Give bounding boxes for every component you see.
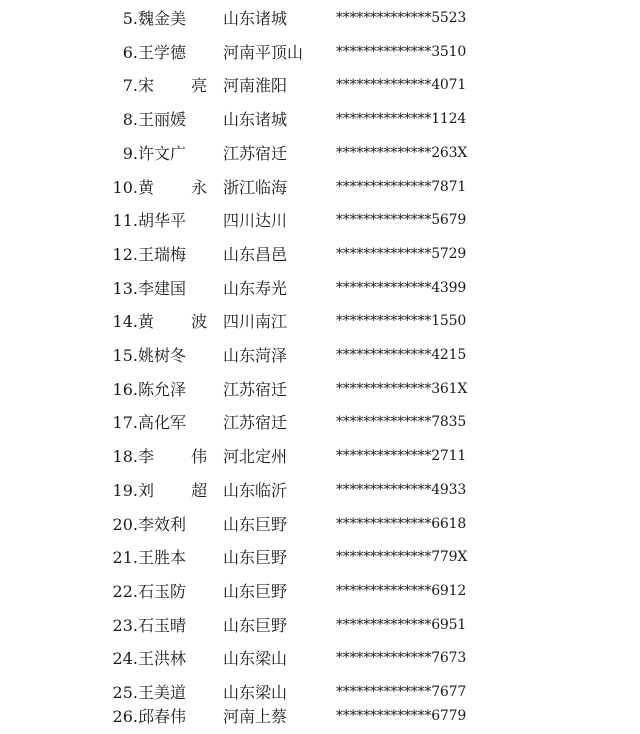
person-name: 王丽媛 xyxy=(138,110,187,130)
person-name: 宋 亮 xyxy=(138,76,224,96)
person-name: 胡华平 xyxy=(138,211,187,231)
list-item xyxy=(0,700,640,733)
item-number: 20. xyxy=(112,514,138,534)
list-item xyxy=(0,2,640,35)
list-item xyxy=(0,339,640,372)
hometown: 山东梁山 xyxy=(223,683,288,702)
person-name: 姚树冬 xyxy=(138,346,187,365)
item-number: 21. xyxy=(112,548,138,568)
masked-id-number: **************4215 xyxy=(336,347,467,363)
item-number: 18. xyxy=(112,447,138,467)
masked-id-number: **************6912 xyxy=(336,582,467,599)
person-name: 黄 波 xyxy=(138,312,224,332)
masked-id-number: **************2711 xyxy=(336,448,467,465)
hometown: 山东梁山 xyxy=(223,649,288,669)
person-name: 李建国 xyxy=(138,278,187,298)
hometown: 山东巨野 xyxy=(223,615,288,635)
list-item xyxy=(0,272,640,305)
masked-id-number: **************7677 xyxy=(336,684,467,700)
list-item xyxy=(0,474,640,507)
item-number: 16. xyxy=(112,379,138,399)
list-item xyxy=(0,69,640,102)
list-item xyxy=(0,609,640,642)
hometown: 河南上蔡 xyxy=(223,707,288,726)
list-item xyxy=(0,508,640,541)
hometown: 山东巨野 xyxy=(223,581,288,601)
hometown: 山东昌邑 xyxy=(223,244,288,264)
list-item xyxy=(0,440,640,473)
hometown: 山东巨野 xyxy=(223,514,288,534)
list-item xyxy=(0,238,640,271)
item-number: 6. xyxy=(122,42,138,62)
masked-id-number: **************6779 xyxy=(336,708,467,724)
hometown: 江苏宿迁 xyxy=(223,413,288,433)
hometown: 河北定州 xyxy=(223,447,288,467)
item-number: 25. xyxy=(112,683,138,702)
item-number: 11. xyxy=(112,211,138,231)
person-name: 王洪林 xyxy=(138,649,187,669)
person-name: 魏金美 xyxy=(138,9,187,28)
person-name: 石玉防 xyxy=(138,581,187,601)
list-item xyxy=(0,406,640,439)
person-name: 王胜本 xyxy=(138,548,187,568)
person-name: 王瑞梅 xyxy=(138,244,187,264)
hometown: 山东临沂 xyxy=(223,480,288,500)
list-item xyxy=(0,575,640,608)
masked-id-number: **************5679 xyxy=(336,212,467,229)
masked-id-number: **************4933 xyxy=(336,481,467,498)
item-number: 12. xyxy=(112,244,138,264)
masked-id-number: **************263X xyxy=(336,144,468,161)
masked-id-number: **************361X xyxy=(336,380,468,397)
item-number: 17. xyxy=(112,413,138,433)
masked-id-number: **************4399 xyxy=(336,279,467,296)
list-item xyxy=(0,305,640,338)
person-name: 陈允泽 xyxy=(138,379,187,399)
person-name: 黄 永 xyxy=(138,177,224,197)
list-item xyxy=(0,36,640,69)
item-number: 14. xyxy=(112,312,138,332)
masked-id-number: **************7673 xyxy=(336,650,467,667)
hometown: 浙江临海 xyxy=(223,177,288,197)
masked-id-number: **************5729 xyxy=(336,245,467,262)
hometown: 山东寿光 xyxy=(223,278,288,298)
item-number: 8. xyxy=(122,110,138,130)
masked-id-number: **************5523 xyxy=(336,10,467,26)
person-name: 邱春伟 xyxy=(138,707,187,726)
hometown: 山东巨野 xyxy=(223,548,288,568)
list-item xyxy=(0,373,640,406)
hometown: 江苏宿迁 xyxy=(223,143,288,163)
hometown: 山东菏泽 xyxy=(223,346,288,365)
masked-id-number: **************7835 xyxy=(336,414,467,431)
hometown: 江苏宿迁 xyxy=(223,379,288,399)
masked-id-number: **************1124 xyxy=(336,111,467,128)
masked-id-number: **************7871 xyxy=(336,178,467,195)
item-number: 26. xyxy=(112,707,138,726)
hometown: 山东诸城 xyxy=(223,9,288,28)
person-name: 李效利 xyxy=(138,514,187,534)
person-name: 王美道 xyxy=(138,683,187,702)
item-number: 22. xyxy=(112,581,138,601)
item-number: 5. xyxy=(122,9,138,28)
list-item xyxy=(0,541,640,574)
hometown: 河南淮阳 xyxy=(223,76,288,96)
item-number: 23. xyxy=(112,615,138,635)
person-name: 石玉晴 xyxy=(138,615,187,635)
item-number: 15. xyxy=(112,346,138,365)
masked-id-number: **************3510 xyxy=(336,43,467,60)
hometown: 河南平顶山 xyxy=(223,42,304,62)
person-name: 刘 超 xyxy=(138,480,224,500)
person-name: 王学德 xyxy=(138,42,187,62)
person-name: 高化军 xyxy=(138,413,187,433)
list-item xyxy=(0,103,640,136)
list-item xyxy=(0,642,640,675)
item-number: 10. xyxy=(112,177,138,197)
hometown: 山东诸城 xyxy=(223,110,288,130)
item-number: 19. xyxy=(112,480,138,500)
person-name: 李 伟 xyxy=(138,447,224,467)
hometown: 四川南江 xyxy=(223,312,288,332)
list-item xyxy=(0,204,640,237)
masked-id-number: **************6618 xyxy=(336,515,467,532)
masked-id-number: **************6951 xyxy=(336,616,467,633)
person-name: 许文广 xyxy=(138,143,187,163)
item-number: 9. xyxy=(122,143,138,163)
hometown: 四川达川 xyxy=(223,211,288,231)
masked-id-number: **************4071 xyxy=(336,77,467,94)
list-item xyxy=(0,171,640,204)
item-number: 13. xyxy=(112,278,138,298)
list-item xyxy=(0,137,640,170)
item-number: 7. xyxy=(122,76,138,96)
masked-id-number: **************779X xyxy=(336,549,468,566)
masked-id-number: **************1550 xyxy=(336,313,467,330)
item-number: 24. xyxy=(112,649,138,669)
